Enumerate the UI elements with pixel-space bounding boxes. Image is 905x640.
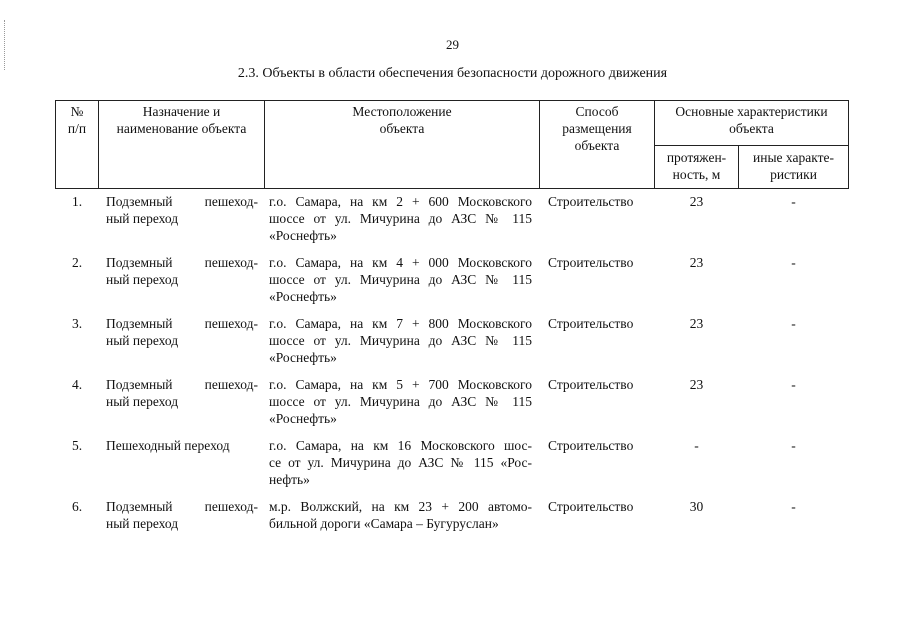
row-num: 1. [71, 194, 83, 209]
row-other: - [791, 438, 796, 453]
row-method: Строительство [548, 377, 634, 392]
row-name: Подземный пешеход- ный переход [106, 194, 258, 226]
row-length: 23 [689, 255, 704, 270]
row-name: Подземный пешеход- ный переход [106, 255, 258, 287]
header-name: Назначение и наименование объекта [116, 104, 247, 136]
table-top-border [55, 100, 849, 101]
row-method: Строительство [548, 499, 634, 514]
row-method: Строительство [548, 255, 634, 270]
table-header-bottom-border [55, 188, 849, 189]
row-length: 23 [689, 194, 704, 209]
page-number: 29 [446, 37, 459, 52]
row-length: 30 [689, 499, 704, 514]
row-num: 4. [71, 377, 83, 392]
row-other: - [791, 255, 796, 270]
row-num: 6. [71, 499, 83, 514]
row-location: г.о. Самара, на км 4 + 000 Московского шоссе от ул. Мичурина до АЗС № 115 «Роснефть» [269, 255, 532, 304]
section-title: 2.3. Объекты в области обеспечения безопасности дорожного движения [237, 66, 668, 81]
row-other: - [791, 377, 796, 392]
row-num: 2. [71, 255, 83, 270]
row-location: г.о. Самара, на км 7 + 800 Московского шоссе от ул. Мичурина до АЗС № 115 «Роснефть» [269, 316, 532, 365]
row-length: 23 [689, 316, 704, 331]
row-location: г.о. Самара, на км 16 Московского шос- се от ул. Мичурина до АЗС № 115 «Рос- нефть» [269, 438, 532, 487]
header-method: Способ размещения объекта [562, 104, 632, 153]
row-other: - [791, 316, 796, 331]
row-location: г.о. Самара, на км 5 + 700 Московского шоссе от ул. Мичурина до АЗС № 115 «Роснефть» [269, 377, 532, 426]
row-num: 3. [71, 316, 83, 331]
row-length: - [694, 438, 699, 453]
row-name: Подземный пешеход- ный переход [106, 377, 258, 409]
subheader-border [654, 145, 849, 146]
header-other: иные характе- ристики [753, 150, 834, 182]
row-name: Подземный пешеход- ный переход [106, 316, 258, 348]
header-location: Местоположение объекта [352, 104, 452, 136]
column-border [848, 100, 849, 189]
row-num: 5. [71, 438, 83, 453]
header-characteristics: Основные характеристики объекта [675, 104, 828, 136]
row-location: м.р. Волжский, на км 23 + 200 автомо- бильной дороги «Самара – Бугуруслан» [269, 499, 532, 531]
row-name: Пешеходный переход [106, 438, 230, 453]
row-other: - [791, 499, 796, 514]
header-num: № п/п [67, 104, 87, 136]
row-method: Строительство [548, 316, 634, 331]
row-location: г.о. Самара, на км 2 + 600 Московского шоссе от ул. Мичурина до АЗС № 115 «Роснефть» [269, 194, 532, 243]
row-length: 23 [689, 377, 704, 392]
row-method: Строительство [548, 438, 634, 453]
row-method: Строительство [548, 194, 634, 209]
row-other: - [791, 194, 796, 209]
header-length: протяжен- ность, м [666, 150, 727, 182]
row-name: Подземный пешеход- ный переход [106, 499, 258, 531]
